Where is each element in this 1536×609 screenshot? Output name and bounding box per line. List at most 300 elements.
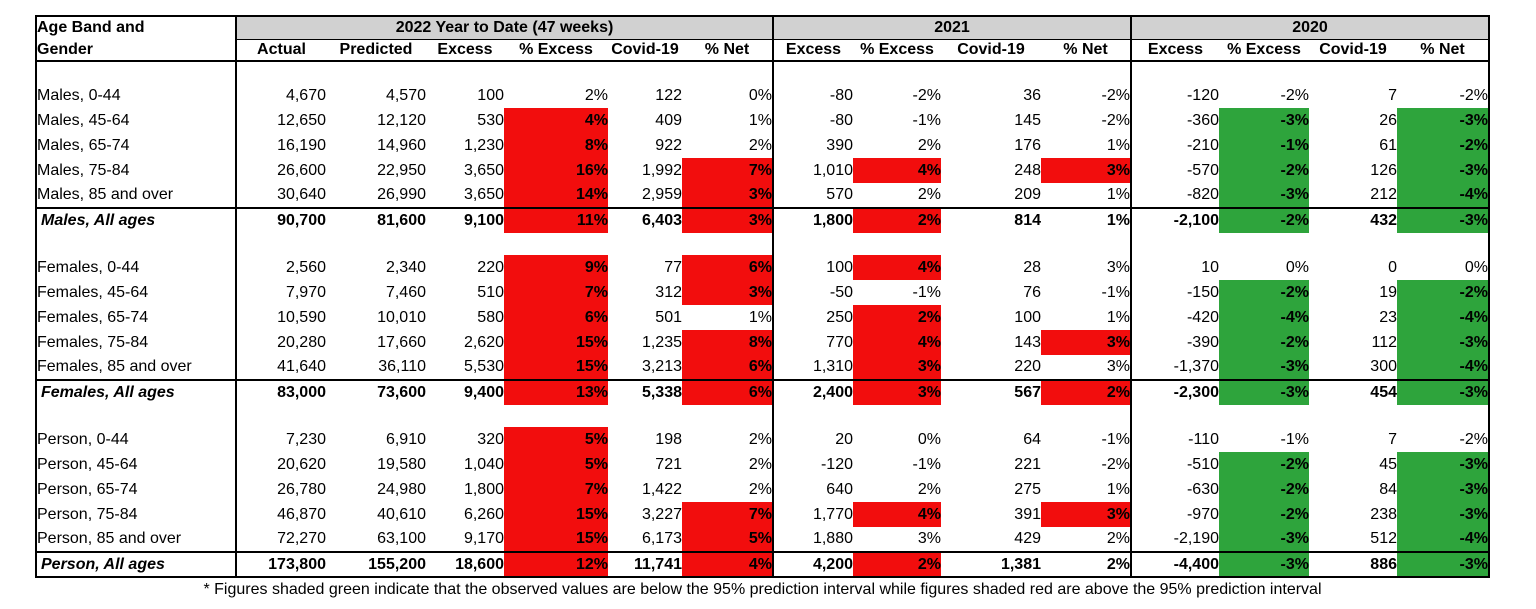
data-cell: 155,200	[326, 552, 426, 577]
data-cell: -3%	[1397, 158, 1489, 183]
data-cell: -2%	[1219, 280, 1309, 305]
data-cell: 41,640	[236, 355, 326, 380]
column-header: Predicted	[326, 39, 426, 61]
data-cell: 3%	[853, 355, 941, 380]
data-cell: 90,700	[236, 208, 326, 233]
data-cell: -2%	[1219, 477, 1309, 502]
data-cell: -80	[773, 83, 853, 108]
data-cell: 2,620	[463, 333, 504, 351]
column-header: Covid-19	[1309, 39, 1397, 61]
table-row	[36, 255, 1489, 280]
total-row	[36, 552, 1489, 577]
data-cell: 63,100	[377, 530, 426, 547]
column-header: % Excess	[853, 39, 941, 61]
spacer-cell	[504, 405, 608, 427]
data-cell: -360	[1131, 108, 1219, 133]
table-row	[36, 280, 1489, 305]
data-cell: -2%	[1280, 86, 1309, 104]
data-cell: 12,120	[377, 111, 426, 129]
data-cell: 26,780	[236, 477, 326, 502]
spacer-cell	[773, 233, 853, 255]
corner-header-line1: Age Band and	[37, 19, 145, 37]
data-cell: 1,235	[641, 333, 682, 351]
data-cell: 2%	[748, 136, 772, 154]
data-cell: -3%	[1397, 552, 1489, 577]
data-cell: 84	[1379, 480, 1397, 498]
table-row	[36, 355, 1489, 380]
spacer-cell	[1397, 61, 1489, 83]
spacer-cell	[1131, 61, 1219, 83]
data-cell: 2%	[1041, 380, 1131, 405]
data-cell: 501	[655, 308, 682, 326]
data-cell: -2%	[1101, 86, 1130, 104]
data-cell: -3%	[1397, 330, 1489, 355]
row-label: Males, All ages	[36, 208, 236, 233]
data-cell: -3%	[1219, 527, 1309, 552]
table-row	[36, 427, 1489, 452]
data-cell: 46,870	[236, 502, 326, 527]
row-label: Males, 85 and over	[37, 186, 174, 203]
data-cell: 13%	[504, 380, 608, 405]
spacer-cell	[1309, 233, 1397, 255]
data-cell: 64	[1023, 430, 1041, 448]
data-cell: 1,422	[641, 480, 682, 498]
data-cell: -1%	[1219, 133, 1309, 158]
data-cell: 10,010	[377, 308, 426, 326]
data-cell: 2%	[853, 305, 941, 330]
data-cell: 209	[1014, 186, 1041, 203]
data-cell: 6,910	[385, 430, 426, 448]
data-cell: -3%	[1397, 452, 1489, 477]
data-cell: 4%	[504, 108, 608, 133]
data-cell: 432	[1309, 208, 1397, 233]
data-cell: 0%	[917, 430, 941, 448]
row-label: Person, All ages	[36, 552, 236, 577]
data-cell: 20	[773, 427, 853, 452]
data-cell: 429	[1014, 530, 1041, 547]
row-label: Person, 75-84	[37, 505, 138, 523]
column-header: Excess	[426, 39, 504, 61]
row-label: Person, 0-44	[37, 430, 129, 448]
spacer-cell	[608, 405, 682, 427]
year-group-2020: 2020	[1131, 16, 1489, 39]
data-cell: -2%	[1397, 133, 1489, 158]
data-cell: 1,800	[463, 480, 504, 498]
data-cell: 15%	[504, 527, 608, 552]
data-cell: 1%	[1041, 208, 1131, 233]
data-cell: -1%	[1101, 283, 1130, 301]
table-row	[36, 133, 1489, 158]
spacer-cell	[1219, 405, 1309, 427]
year-group-2021: 2021	[773, 16, 1131, 39]
data-cell: -4%	[1219, 305, 1309, 330]
data-cell: 1,800	[773, 208, 853, 233]
data-cell: 11,741	[608, 552, 682, 577]
data-cell: 19	[1379, 283, 1397, 301]
data-cell: 221	[1014, 455, 1041, 473]
data-cell: 15%	[504, 502, 608, 527]
column-header: Covid-19	[608, 39, 682, 61]
data-cell: 5%	[504, 452, 608, 477]
data-cell: 2%	[917, 136, 941, 154]
data-cell: 18,600	[426, 552, 504, 577]
data-cell: -4%	[1397, 183, 1489, 208]
data-cell: -3%	[1397, 108, 1489, 133]
data-cell: 275	[1014, 480, 1041, 498]
data-cell: 248	[1014, 161, 1041, 179]
data-cell: 8%	[682, 330, 773, 355]
data-cell: 23	[1379, 308, 1397, 326]
data-cell: 3,650	[463, 161, 504, 179]
data-cell: -2%	[1219, 208, 1309, 233]
data-cell: 1,992	[641, 161, 682, 179]
table-row	[36, 527, 1489, 552]
column-header: % Net	[1397, 39, 1489, 61]
data-cell: 6,260	[463, 505, 504, 523]
data-cell: 7%	[682, 502, 773, 527]
data-cell: 19,580	[377, 455, 426, 473]
data-cell: -4%	[1397, 305, 1489, 330]
data-cell: 3%	[917, 530, 941, 547]
spacer-cell	[682, 405, 773, 427]
table-row	[36, 502, 1489, 527]
row-label: Person, 45-64	[37, 455, 138, 473]
data-cell: 390	[773, 133, 853, 158]
data-cell: -3%	[1219, 108, 1309, 133]
data-cell: -1%	[912, 111, 941, 129]
data-cell: 6%	[504, 305, 608, 330]
data-cell: 40,610	[377, 505, 426, 523]
data-cell: 76	[1023, 283, 1041, 301]
spacer-cell	[236, 233, 326, 255]
data-cell: 886	[1309, 552, 1397, 577]
data-cell: 126	[1370, 161, 1397, 179]
data-cell: 512	[1370, 530, 1397, 547]
spacer-cell	[326, 233, 426, 255]
data-cell: 3%	[1041, 502, 1131, 527]
data-cell: 22,950	[377, 161, 426, 179]
column-header: Covid-19	[941, 39, 1041, 61]
spacer-cell	[682, 233, 773, 255]
data-cell: 8%	[504, 133, 608, 158]
data-cell: -2%	[1219, 502, 1309, 527]
data-cell: 7	[1388, 86, 1397, 104]
data-cell: 10,590	[236, 305, 326, 330]
row-label: Females, All ages	[36, 380, 236, 405]
spacer-cell	[426, 405, 504, 427]
data-cell: 100	[1014, 308, 1041, 326]
data-cell: 220	[477, 258, 504, 276]
table-row	[36, 108, 1489, 133]
data-cell: 11%	[504, 208, 608, 233]
spacer-cell	[941, 405, 1041, 427]
data-cell: -3%	[1397, 208, 1489, 233]
data-cell: 2%	[853, 552, 941, 577]
table-row	[36, 452, 1489, 477]
data-cell: 250	[773, 305, 853, 330]
data-cell: -1%	[912, 283, 941, 301]
data-cell: 3%	[682, 280, 773, 305]
data-cell: -110	[1131, 427, 1219, 452]
data-cell: 1%	[1106, 186, 1130, 203]
data-cell: 16%	[504, 158, 608, 183]
data-cell: 28	[1023, 258, 1041, 276]
row-label: Females, 75-84	[37, 333, 149, 351]
data-cell: -2%	[1459, 86, 1488, 104]
table-row	[36, 330, 1489, 355]
data-cell: -390	[1131, 330, 1219, 355]
spacer-cell	[36, 61, 236, 83]
data-cell: 26,990	[377, 186, 426, 203]
data-cell: 173,800	[236, 552, 326, 577]
spacer-cell	[1041, 61, 1131, 83]
spacer-cell	[236, 61, 326, 83]
data-cell: 4,570	[385, 86, 426, 104]
data-cell: 24,980	[377, 480, 426, 498]
spacer-cell	[853, 61, 941, 83]
data-cell: 1%	[748, 308, 772, 326]
data-cell: 36	[1023, 86, 1041, 104]
data-cell: 2%	[748, 430, 772, 448]
footnote: * Figures shaded green indicate that the observed values are below the 95% prediction interval while figures shaded red are above the 95% prediction interval	[203, 581, 1322, 598]
data-cell: 3%	[1041, 158, 1131, 183]
data-cell: 220	[1014, 358, 1041, 375]
data-cell: 10	[1131, 255, 1219, 280]
data-cell: 2%	[748, 480, 772, 498]
data-cell: 145	[1014, 111, 1041, 129]
data-cell: 4%	[853, 330, 941, 355]
data-cell: 2%	[917, 480, 941, 498]
data-cell: -3%	[1219, 355, 1309, 380]
data-cell: -1%	[912, 455, 941, 473]
data-cell: 1,230	[463, 136, 504, 154]
corner-header-line2: Gender	[37, 40, 94, 58]
data-cell: -820	[1131, 183, 1219, 208]
data-cell: 238	[1370, 505, 1397, 523]
data-cell: -570	[1131, 158, 1219, 183]
data-cell: -420	[1131, 305, 1219, 330]
row-label: Males, 45-64	[37, 111, 130, 129]
data-cell: 3%	[682, 183, 773, 208]
data-cell: -4%	[1397, 355, 1489, 380]
data-cell: 4%	[682, 552, 773, 577]
data-cell: 721	[655, 455, 682, 473]
data-cell: 45	[1379, 455, 1397, 473]
row-label: Person, 65-74	[37, 480, 138, 498]
row-label: Males, 65-74	[37, 136, 130, 154]
data-cell: 2%	[584, 86, 608, 104]
data-cell: 2,340	[385, 258, 426, 276]
spacer-cell	[326, 61, 426, 83]
spacer-cell	[36, 405, 236, 427]
data-cell: 1%	[1106, 308, 1130, 326]
data-cell: 77	[664, 258, 682, 276]
data-cell: 9,170	[463, 530, 504, 547]
data-cell: 26	[1379, 111, 1397, 129]
row-label: Females, 65-74	[37, 308, 149, 326]
data-cell: 1,310	[773, 355, 853, 380]
data-cell: -1,370	[1131, 355, 1219, 380]
data-cell: 3%	[1041, 330, 1131, 355]
spacer-cell	[773, 405, 853, 427]
data-cell: 73,600	[326, 380, 426, 405]
data-cell: 0%	[748, 86, 772, 104]
data-cell: 100	[773, 255, 853, 280]
spacer-cell	[426, 61, 504, 83]
data-cell: 0	[1388, 258, 1397, 276]
data-cell: 15%	[504, 355, 608, 380]
data-cell: 640	[773, 477, 853, 502]
row-label: Females, 0-44	[37, 258, 140, 276]
spacer-cell	[426, 233, 504, 255]
data-cell: 6%	[682, 380, 773, 405]
data-cell: 580	[477, 308, 504, 326]
data-cell: 3,650	[463, 186, 504, 203]
column-header: Excess	[1131, 39, 1219, 61]
data-cell: -3%	[1397, 477, 1489, 502]
row-label: Females, 45-64	[37, 283, 149, 301]
data-cell: 2,560	[236, 255, 326, 280]
data-cell: 5%	[682, 527, 773, 552]
data-cell: 5,338	[608, 380, 682, 405]
data-cell: 2%	[1041, 552, 1131, 577]
row-label: Person, 85 and over	[37, 530, 182, 547]
data-cell: 143	[1014, 333, 1041, 351]
data-cell: 16,190	[236, 133, 326, 158]
data-cell: 26,600	[236, 158, 326, 183]
data-cell: 770	[773, 330, 853, 355]
data-cell: -80	[773, 108, 853, 133]
data-cell: 1,010	[773, 158, 853, 183]
spacer-cell	[36, 233, 236, 255]
spacer-cell	[326, 405, 426, 427]
spacer-row	[36, 61, 1489, 83]
data-cell: -970	[1131, 502, 1219, 527]
data-cell: 9,400	[426, 380, 504, 405]
data-cell: 3%	[1106, 358, 1130, 375]
data-cell: 212	[1370, 186, 1397, 203]
data-cell: 5,530	[463, 358, 504, 375]
data-cell: 3%	[853, 380, 941, 405]
spacer-cell	[1219, 233, 1309, 255]
table-row	[36, 158, 1489, 183]
data-cell: 7%	[504, 280, 608, 305]
data-cell: -2,190	[1131, 527, 1219, 552]
spacer-cell	[773, 61, 853, 83]
data-cell: -210	[1131, 133, 1219, 158]
data-cell: 122	[655, 86, 682, 104]
data-cell: 922	[655, 136, 682, 154]
data-cell: 20,620	[236, 452, 326, 477]
spacer-cell	[236, 405, 326, 427]
data-cell: -2%	[1219, 452, 1309, 477]
data-cell: 530	[477, 111, 504, 129]
spacer-cell	[941, 233, 1041, 255]
spacer-cell	[853, 233, 941, 255]
data-cell: 6,403	[608, 208, 682, 233]
data-cell: 4,200	[773, 552, 853, 577]
column-header: % Net	[682, 39, 773, 61]
spacer-cell	[1309, 405, 1397, 427]
data-cell: 391	[1014, 505, 1041, 523]
spacer-row	[36, 233, 1489, 255]
spacer-cell	[1397, 405, 1489, 427]
data-cell: 100	[477, 86, 504, 104]
data-cell: 1,381	[941, 552, 1041, 577]
data-cell: 0%	[1464, 258, 1488, 276]
data-cell: 570	[773, 183, 853, 208]
spacer-cell	[1131, 405, 1219, 427]
data-cell: -2%	[1219, 330, 1309, 355]
data-cell: 17,660	[377, 333, 426, 351]
data-cell: 1%	[1106, 136, 1130, 154]
data-cell: 14,960	[377, 136, 426, 154]
data-cell: 4%	[853, 255, 941, 280]
data-cell: 61	[1379, 136, 1397, 154]
data-cell: 14%	[504, 183, 608, 208]
data-cell: 409	[655, 111, 682, 129]
data-cell: 2,400	[773, 380, 853, 405]
data-cell: 83,000	[236, 380, 326, 405]
data-cell: -3%	[1219, 183, 1309, 208]
data-cell: 510	[477, 283, 504, 301]
data-cell: 176	[1014, 136, 1041, 154]
data-cell: -2,300	[1131, 380, 1219, 405]
total-row	[36, 380, 1489, 405]
data-cell: -1%	[1101, 430, 1130, 448]
data-cell: -2%	[1101, 455, 1130, 473]
data-cell: 20,280	[236, 330, 326, 355]
data-cell: -3%	[1219, 380, 1309, 405]
data-cell: -150	[1131, 280, 1219, 305]
data-cell: 454	[1309, 380, 1397, 405]
data-cell: 3%	[1106, 258, 1130, 276]
spacer-cell	[1309, 61, 1397, 83]
spacer-cell	[941, 61, 1041, 83]
data-cell: 7%	[504, 477, 608, 502]
data-cell: -2,100	[1131, 208, 1219, 233]
corner-header	[36, 16, 236, 61]
data-cell: 4%	[853, 158, 941, 183]
row-label: Males, 0-44	[37, 86, 121, 104]
spacer-cell	[1131, 233, 1219, 255]
data-cell: -4%	[1397, 527, 1489, 552]
spacer-cell	[504, 61, 608, 83]
data-cell: -2%	[1459, 430, 1488, 448]
data-cell: 2%	[853, 208, 941, 233]
data-cell: 4%	[853, 502, 941, 527]
data-cell: -2%	[912, 86, 941, 104]
data-cell: 112	[1371, 333, 1397, 351]
year-header-row	[36, 16, 1489, 39]
column-header: % Net	[1041, 39, 1131, 61]
table-row	[36, 83, 1489, 108]
data-cell: 2%	[917, 186, 941, 203]
data-cell: 814	[941, 208, 1041, 233]
data-cell: 2,959	[641, 186, 682, 203]
data-cell: 4,670	[236, 83, 326, 108]
column-header: % Excess	[1219, 39, 1309, 61]
data-cell: 12%	[504, 552, 608, 577]
spacer-cell	[504, 233, 608, 255]
table-row	[36, 477, 1489, 502]
table-row	[36, 305, 1489, 330]
data-cell: -3%	[1219, 552, 1309, 577]
data-cell: 7,970	[236, 280, 326, 305]
data-cell: 1%	[1106, 480, 1130, 498]
data-cell: 1,880	[773, 527, 853, 552]
data-cell: 567	[941, 380, 1041, 405]
